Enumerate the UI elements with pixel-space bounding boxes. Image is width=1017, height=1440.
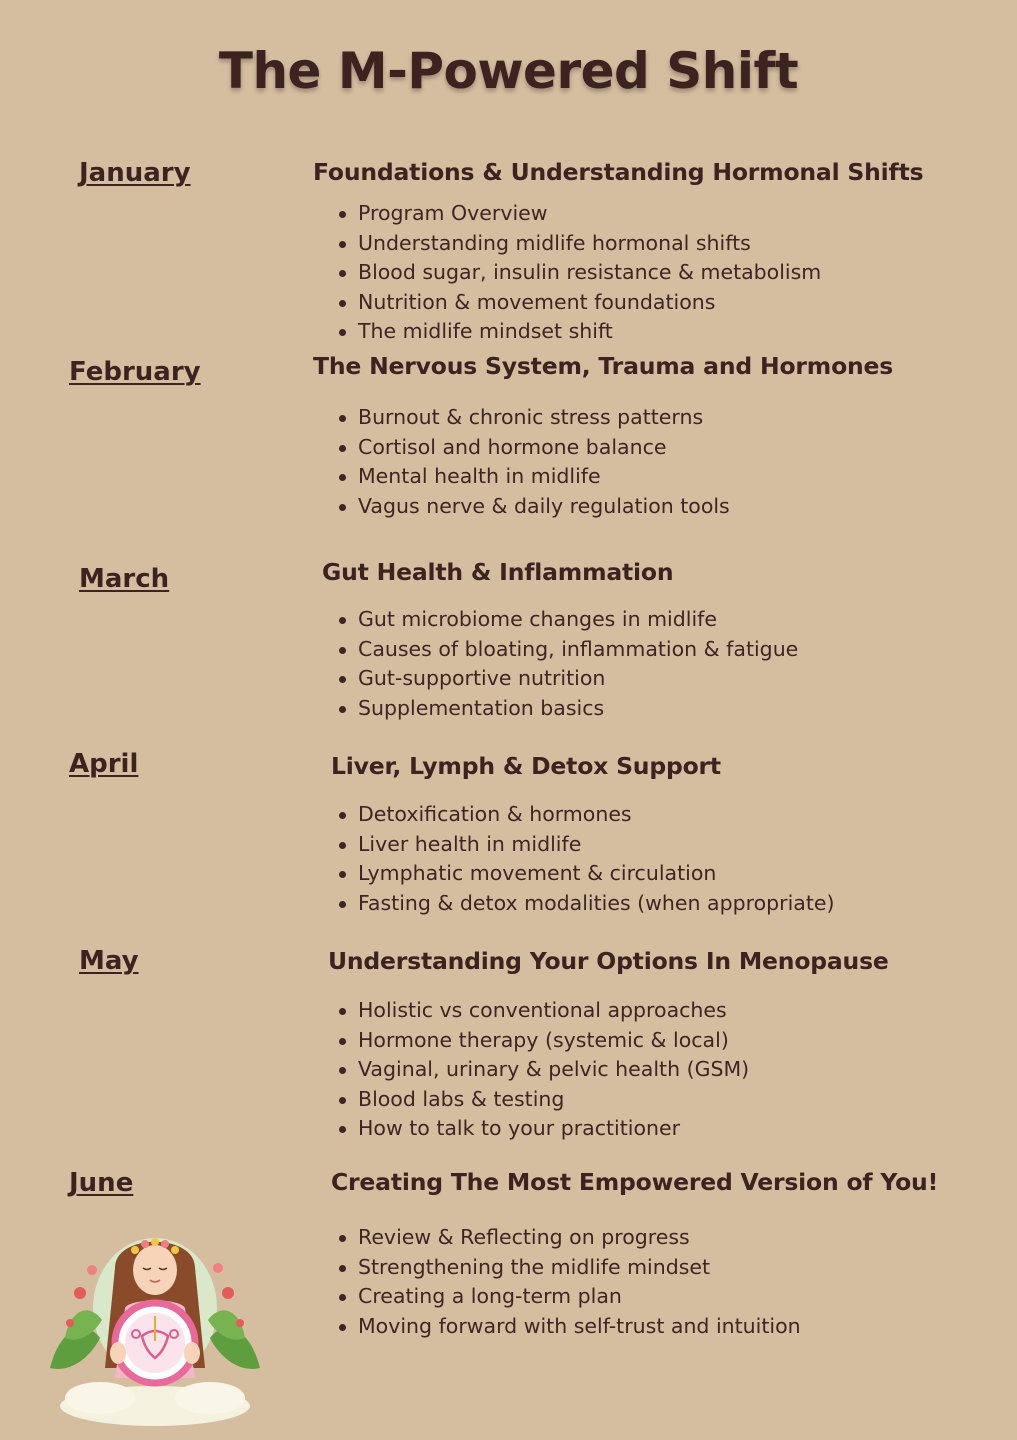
section-heading-may: Understanding Your Options In Menopause — [328, 947, 889, 975]
list-item: Understanding midlife hormonal shifts — [334, 229, 821, 259]
list-item: Review & Reflecting on progress — [334, 1223, 801, 1253]
list-item: Nutrition & movement foundations — [334, 288, 821, 318]
month-label-april: April — [69, 749, 139, 779]
list-item: Gut-supportive nutrition — [334, 664, 798, 694]
month-label-may: May — [79, 946, 139, 976]
month-label-june: June — [69, 1168, 134, 1198]
month-label-february: February — [69, 357, 201, 387]
woman-uterus-clock-illustration — [30, 1228, 280, 1428]
list-item: Liver health in midlife — [334, 830, 835, 860]
list-item: Detoxification & hormones — [334, 800, 835, 830]
list-item: Blood sugar, insulin resistance & metabolism — [334, 258, 821, 288]
list-item: The midlife mindset shift — [334, 317, 821, 347]
section-heading-june: Creating The Most Empowered Version of You! — [331, 1168, 939, 1196]
month-label-march: March — [79, 564, 170, 594]
page-title: The M-Powered Shift — [218, 42, 799, 100]
section-heading-february: The Nervous System, Trauma and Hormones — [313, 352, 894, 380]
month-label-january: January — [79, 158, 191, 188]
topic-list-may — [334, 996, 749, 1144]
list-item: Causes of bloating, inflammation & fatigue — [334, 635, 798, 665]
topic-list-february — [334, 403, 730, 521]
list-item: Mental health in midlife — [334, 462, 730, 492]
list-item: Burnout & chronic stress patterns — [334, 403, 730, 433]
section-heading-march: Gut Health & Inflammation — [322, 558, 674, 586]
list-item: Gut microbiome changes in midlife — [334, 605, 798, 635]
list-item: Blood labs & testing — [334, 1085, 749, 1115]
list-item: Vaginal, urinary & pelvic health (GSM) — [334, 1055, 749, 1085]
list-item: Supplementation basics — [334, 694, 798, 724]
list-item: Fasting & detox modalities (when appropriate) — [334, 889, 835, 919]
topic-list-january — [334, 199, 821, 347]
list-item: Creating a long-term plan — [334, 1282, 801, 1312]
list-item: How to talk to your practitioner — [334, 1114, 749, 1144]
list-item: Hormone therapy (systemic & local) — [334, 1026, 749, 1056]
topic-list-april — [334, 800, 835, 918]
list-item: Holistic vs conventional approaches — [334, 996, 749, 1026]
list-item: Program Overview — [334, 199, 821, 229]
section-heading-january: Foundations & Understanding Hormonal Shifts — [313, 158, 924, 186]
topic-list-march — [334, 605, 798, 723]
list-item: Strengthening the midlife mindset — [334, 1253, 801, 1283]
topic-list-june — [334, 1223, 801, 1341]
list-item: Vagus nerve & daily regulation tools — [334, 492, 730, 522]
list-item: Lymphatic movement & circulation — [334, 859, 835, 889]
list-item: Cortisol and hormone balance — [334, 433, 730, 463]
list-item: Moving forward with self-trust and intuition — [334, 1312, 801, 1342]
section-heading-april: Liver, Lymph & Detox Support — [331, 752, 721, 780]
